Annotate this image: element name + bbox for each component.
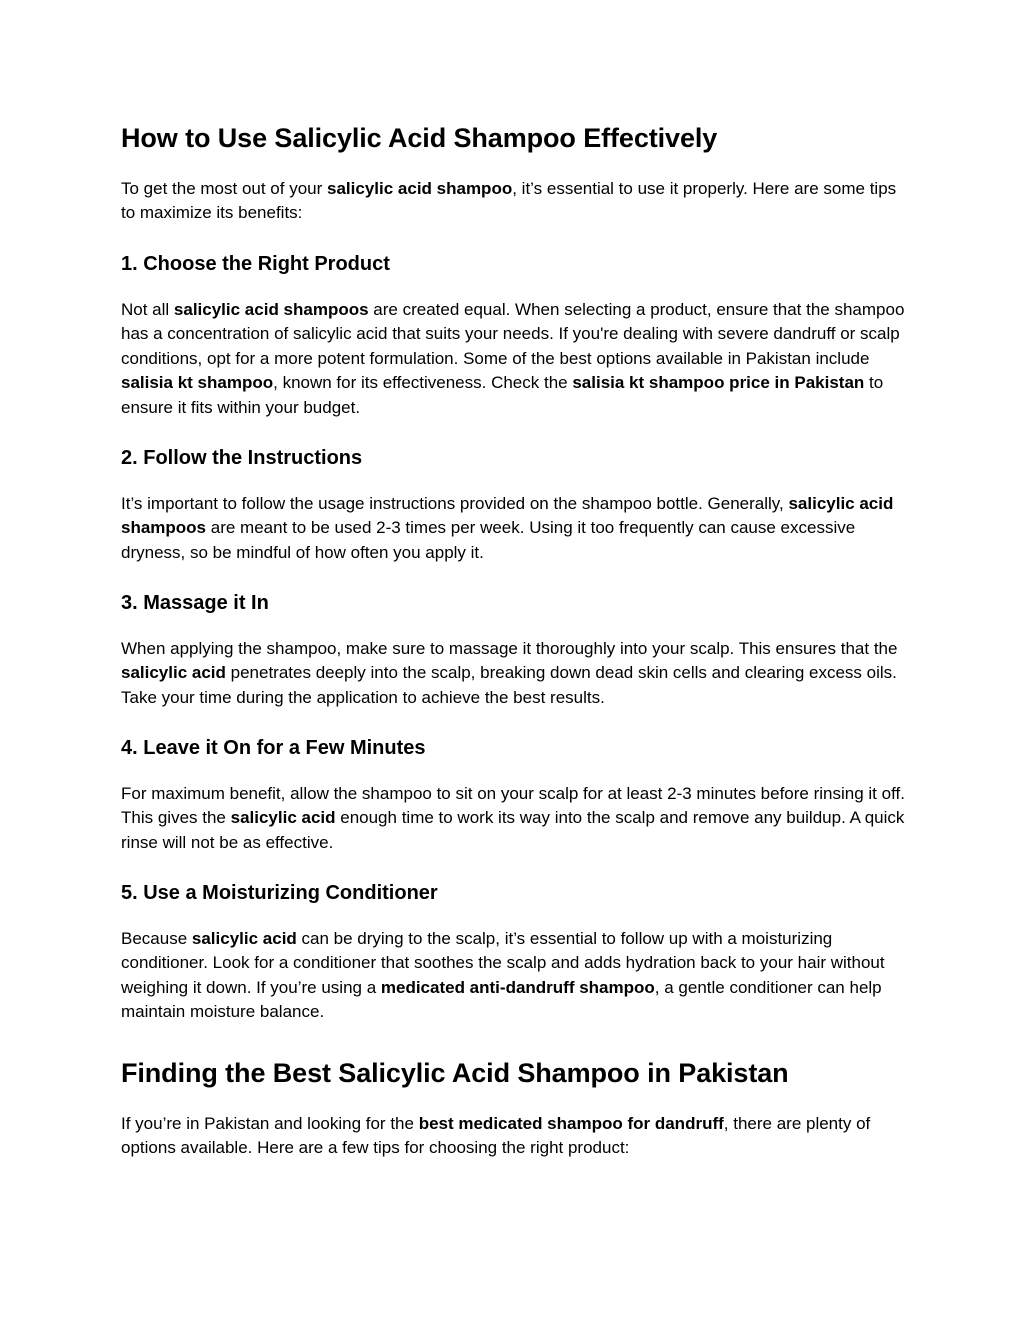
step-heading-massage: 3. Massage it In	[121, 592, 269, 614]
text-run: , it’s essential to use it properly. Here are some tips to maximize its benefits:	[121, 179, 897, 223]
step-paragraph-follow-instructions	[121, 492, 911, 565]
bold-keyword: best medicated shampoo for dandruff	[418, 1114, 724, 1133]
step-heading-choose-product: 1. Choose the Right Product	[121, 253, 390, 275]
text-run: If you’re in Pakistan and looking for the	[121, 1114, 419, 1133]
intro-paragraph	[121, 1112, 911, 1161]
text-run: , a gentle conditioner can help maintain moisture balance.	[121, 977, 882, 1022]
text-run: , known for its effectiveness. Check the	[273, 373, 573, 393]
step-paragraph-choose-product	[121, 298, 911, 420]
text-run: are meant to be used 2-3 times per week. Using it too frequently can cause excessive dryness, so be mindful of how often you apply it.	[121, 518, 856, 562]
bold-keyword: salicylic acid shampoos	[173, 300, 369, 319]
bold-keyword: salicylic acid	[191, 929, 297, 948]
text-run: When applying the shampoo, make sure to massage it thoroughly into your scalp. This ensures that the	[121, 639, 898, 658]
text-run: penetrates deeply into the scalp, breaking down dead skin cells and clearing excess oils. Take your time during the application to achieve the best results.	[121, 663, 897, 707]
text-run: enough time to work its way into the scalp and remove any buildup. A quick rinse will not be as effective.	[121, 808, 905, 852]
section-title: Finding the Best Salicylic Acid Shampoo in Pakistan	[121, 1058, 789, 1088]
text-run: can be drying to the scalp, it’s essential to follow up with a moisturizing conditioner. Look for a conditioner that soothes the scalp and adds hydration back to your hair without weighing it down. If you’re using a	[121, 929, 885, 997]
text-run: To get the most out of your	[121, 179, 328, 198]
step-paragraph-conditioner	[121, 927, 911, 1025]
text-run: , there are plenty of options available. Here are a few tips for choosing the right product:	[121, 1114, 871, 1158]
bold-keyword: salicylic acid shampoo	[327, 179, 513, 198]
text-run: For maximum benefit, allow the shampoo to sit on your scalp for at least 2-3 minutes before rinsing it off. This gives the	[121, 784, 905, 828]
text-run: to ensure it fits within your budget.	[121, 373, 884, 417]
step-heading-leave-on: 4. Leave it On for a Few Minutes	[121, 737, 426, 759]
step-heading-conditioner: 5. Use a Moisturizing Conditioner	[121, 882, 438, 904]
step-heading-follow-instructions: 2. Follow the Instructions	[121, 447, 363, 469]
text-run: Not all	[121, 300, 174, 319]
section-title: How to Use Salicylic Acid Shampoo Effectively	[121, 123, 718, 153]
text-run: are created equal. When selecting a product, ensure that the shampoo has a concentration of salicylic acid that suits your needs. If you're dealing with severe dandruff or scalp conditions, opt for a more potent formulation. Some of the best options available in Pakistan include	[121, 300, 905, 368]
intro-paragraph	[121, 177, 911, 226]
bold-keyword: salisia kt shampoo price in Pakistan	[572, 373, 865, 393]
bold-keyword: medicated anti-dandruff shampoo	[380, 977, 655, 997]
step-paragraph-leave-on	[121, 782, 911, 855]
text-run: Because	[121, 929, 192, 948]
bold-keyword: salicylic acid shampoos	[121, 494, 894, 538]
step-paragraph-massage	[121, 637, 911, 710]
text-run: It’s important to follow the usage instructions provided on the shampoo bottle. Generally,	[121, 494, 789, 513]
bold-keyword: salicylic acid	[230, 808, 336, 828]
bold-keyword: salicylic acid	[121, 663, 226, 683]
bold-keyword: salisia kt shampoo	[121, 373, 274, 393]
